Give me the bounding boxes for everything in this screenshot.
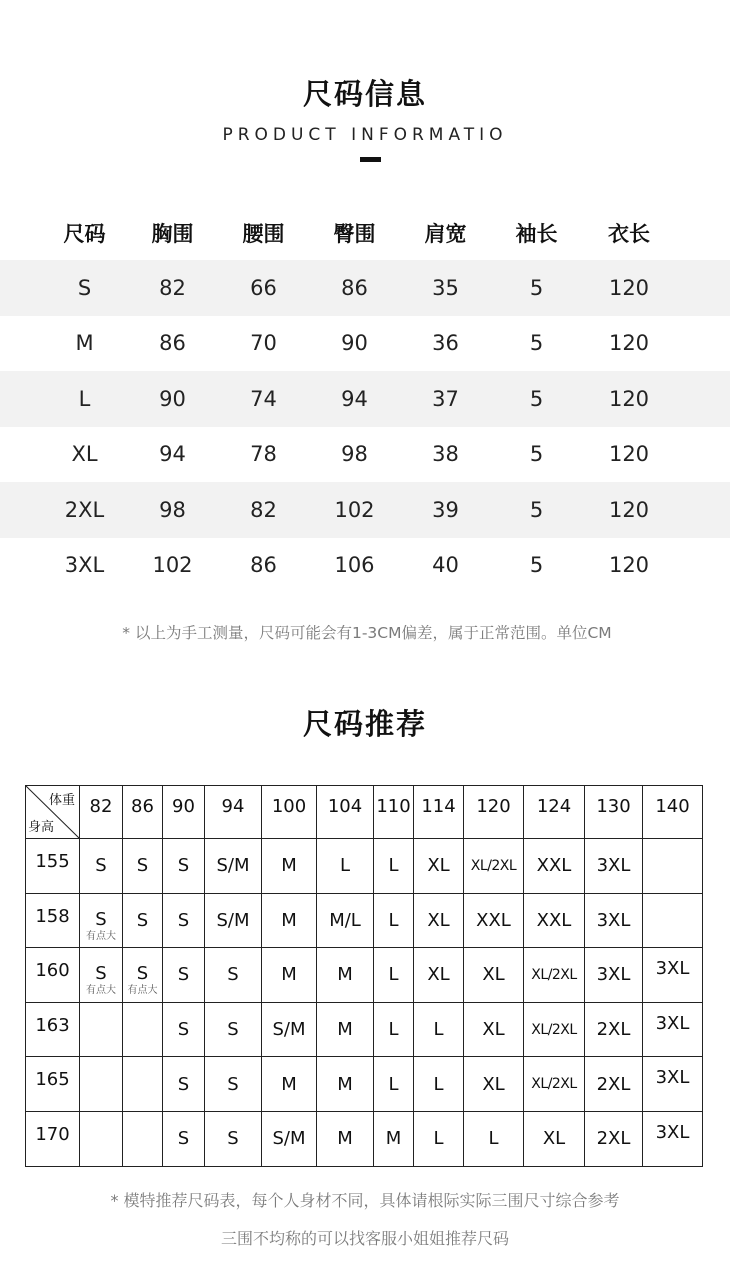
recommend-cell [262,1057,317,1112]
recommend-size: M [337,1128,353,1150]
recommend-cell [585,893,643,948]
recommend-size: L [388,1019,399,1041]
recommend-cell [374,948,414,1003]
recommend-cell [163,1057,205,1112]
weight-header-cell: 120 [464,786,524,839]
recommend-cell [414,948,464,1003]
size-cell: 5 [529,442,544,467]
height-header-cell: 163 [26,1002,80,1057]
corner-cell [26,786,80,839]
recommend-size: S [95,855,107,877]
recommend-cell [163,1002,205,1057]
recommend-cell [524,839,585,894]
recommend-cell [374,1057,414,1112]
recommend-cell [464,893,524,948]
height-header-cell: 170 [26,1111,80,1166]
recommend-cell [524,1111,585,1166]
recommend-size: 2XL [596,1128,631,1150]
size-cell: 98 [159,497,186,522]
recommend-size: M [385,1128,402,1150]
size-cell: L [78,386,91,411]
recommend-cell [464,948,524,1003]
size-subnote: 有点大 [86,930,116,942]
size-cell: 5 [529,497,544,522]
size-cell: 40 [432,553,459,578]
recommend-cell [163,893,205,948]
size-cell: 90 [159,386,186,411]
size-row [0,371,730,427]
size-header-cell: 衣长 [608,221,650,246]
recommend-size: 2XL [596,1019,631,1041]
recommend-cell [643,1002,703,1057]
weight-header-cell: 130 [585,786,643,839]
size-cell: 94 [341,386,368,411]
recommend-size: 3XL [655,1121,690,1143]
size-row [0,538,730,594]
recommend-size: L [339,855,351,877]
recommend-size: M [337,964,353,986]
recommend-cell [374,893,414,948]
weight-header-cell: 114 [414,786,464,839]
size-cell: 90 [341,331,368,356]
recommend-cell [524,1057,585,1112]
recommend-size: M [281,909,297,931]
recommend-size: XL/2XL [531,1076,577,1093]
recommend-cell [524,948,585,1003]
recommend-size: S [177,1019,190,1041]
recommend-size: S [95,963,107,985]
recommend-size: XXL [536,909,572,931]
size-cell: 82 [250,497,277,522]
recommend-size: 3XL [655,1067,690,1089]
size-cell: 120 [608,442,650,467]
weight-header-cell: 104 [317,786,374,839]
recommend-cell [643,893,703,948]
size-cell: 70 [250,331,277,356]
recommend-cell [374,1111,414,1166]
recommend-cell [414,1002,464,1057]
recommend-size: S/M [216,855,250,877]
weight-header-cell: 94 [205,786,262,839]
recommend-cell [80,893,123,948]
size-cell: 3XL [64,553,105,578]
recommend-cell [643,1111,703,1166]
title-divider [360,157,381,162]
recommend-size: S [177,855,190,877]
size-cell: 78 [250,442,277,467]
recommend-size: L [433,1019,444,1041]
size-row [0,260,730,316]
recommend-cell [205,839,262,894]
recommend-size: 3XL [596,964,631,986]
recommend-cell [262,1111,317,1166]
size-cell: 120 [608,553,650,578]
recommend-size: XL/2XL [531,1021,577,1038]
recommend-size: 3XL [655,958,690,980]
recommend-size: S [177,1073,190,1095]
recommend-cell [317,1002,374,1057]
size-recommend-note: * 模特推荐尺码表，每个人身材不同，具体请根际实际三围尺寸综合参考 [110,1191,620,1210]
recommend-size: S [227,1019,239,1041]
size-cell: 120 [608,331,650,356]
recommend-cell [643,948,703,1003]
height-header-cell: 165 [26,1057,80,1112]
recommend-size: L [388,909,399,931]
size-cell: 102 [334,497,375,522]
recommend-cell [262,1002,317,1057]
recommend-row [26,893,703,948]
recommend-size: L [388,855,399,877]
recommend-size: XL [542,1128,566,1150]
size-header-cell: 臀围 [333,221,376,246]
recommend-cell [205,893,262,948]
size-recommend-table [25,785,703,1167]
recommend-cell [464,839,524,894]
size-cell: 2XL [64,497,105,522]
size-cell: 86 [250,553,277,578]
size-header-cell: 胸围 [151,221,194,246]
recommend-size: L [433,1073,444,1095]
recommend-size: S [177,1128,190,1150]
size-table-header [0,205,730,260]
recommend-cell [123,1111,163,1166]
recommend-size: XL [482,1019,505,1041]
size-info-table [0,205,730,593]
recommend-size: L [488,1128,499,1150]
recommend-cell [374,839,414,894]
recommend-cell [374,1002,414,1057]
size-cell: 82 [159,275,186,300]
recommend-cell [585,1111,643,1166]
recommend-cell [80,948,123,1003]
recommend-size: S [136,909,149,931]
recommend-size: S [227,1073,239,1095]
size-cell: 38 [432,442,459,467]
size-cell: 66 [250,275,277,300]
recommend-cell [205,1111,262,1166]
recommend-cell [585,948,643,1003]
recommend-size: 3XL [655,1012,690,1034]
recommend-size: XL [482,1073,505,1095]
size-subnote: 有点大 [86,985,116,997]
recommend-cell [205,948,262,1003]
recommend-size: XXL [476,909,511,931]
size-cell: 120 [608,497,650,522]
recommend-size: S [177,909,190,931]
recommend-cell [585,1002,643,1057]
recommend-cell [464,1057,524,1112]
recommend-cell [262,948,317,1003]
size-cell: 106 [334,553,375,578]
height-header-cell: 155 [26,839,80,894]
recommend-cell [80,1057,123,1112]
recommend-cell [317,1057,374,1112]
size-cell: 86 [159,331,186,356]
recommend-size: S [227,1128,239,1150]
size-cell: 35 [432,275,459,300]
recommend-size: L [433,1128,444,1150]
weight-header-cell: 110 [374,786,414,839]
recommend-cell [585,1057,643,1112]
recommend-row [26,1057,703,1112]
recommend-cell [414,893,464,948]
weight-label: 体重 [48,793,75,808]
recommend-cell [317,948,374,1003]
recommend-cell [123,839,163,894]
size-recommend-note-2: 三围不均称的可以找客服小姐姐推荐尺码 [220,1229,509,1248]
recommend-cell [414,839,464,894]
recommend-size: S [95,908,107,930]
recommend-cell [123,1002,163,1057]
recommend-cell [317,1111,374,1166]
recommend-size: S/M [272,1019,306,1041]
recommend-cell [585,839,643,894]
recommend-cell [123,948,163,1003]
recommend-row [26,839,703,894]
recommend-cell [123,893,163,948]
height-header-cell: 160 [26,948,80,1003]
recommend-cell [205,1002,262,1057]
recommend-row [26,1111,703,1166]
size-row [0,427,730,483]
size-info-title: 尺码信息 [302,77,427,111]
size-header-cell: 腰围 [242,221,285,246]
recommend-row [26,948,703,1003]
size-subnote: 有点大 [127,985,158,997]
recommend-size: XL [427,855,450,877]
size-cell: 102 [152,553,193,578]
recommend-size: M [281,964,297,986]
recommend-cell [163,839,205,894]
recommend-cell [163,1111,205,1166]
recommend-size: M [281,1073,297,1095]
recommend-cell [414,1111,464,1166]
recommend-size: 3XL [596,855,631,877]
weight-header-cell: 124 [524,786,585,839]
size-cell: 120 [608,275,650,300]
recommend-cell [80,839,123,894]
recommend-cell [464,1111,524,1166]
recommend-size: M [337,1073,353,1095]
size-row [0,482,730,538]
recommend-size: 3XL [596,909,631,931]
recommend-cell [414,1057,464,1112]
recommend-size: S/M [216,909,250,931]
weight-header-cell: 90 [163,786,205,839]
size-header-cell: 尺码 [63,221,106,246]
size-cell: 5 [529,275,544,300]
size-cell: S [77,275,92,300]
size-cell: 5 [529,553,544,578]
recommend-cell [317,839,374,894]
recommend-size: XL [482,964,505,986]
recommend-cell [524,893,585,948]
recommend-size: M [281,855,297,877]
recommend-cell [205,1057,262,1112]
size-cell: 37 [432,386,459,411]
size-cell: 36 [432,331,459,356]
recommend-cell [262,893,317,948]
recommend-cell [464,1002,524,1057]
size-cell: M [75,331,94,356]
size-recommend-title: 尺码推荐 [302,707,427,741]
recommend-size: M/L [329,909,361,931]
size-cell: 5 [529,331,544,356]
recommend-cell [524,1002,585,1057]
weight-header-cell: 100 [262,786,317,839]
size-cell: XL [71,442,98,467]
size-header-cell: 袖长 [515,221,558,246]
recommend-cell [163,948,205,1003]
recommend-cell [317,893,374,948]
recommend-size: L [388,1073,399,1095]
height-label: 身高 [28,820,55,835]
size-cell: 98 [341,442,368,467]
size-cell: 94 [159,442,186,467]
recommend-size: S/M [272,1128,306,1150]
size-cell: 86 [341,275,368,300]
recommend-size: S [136,855,149,877]
recommend-cell [262,839,317,894]
recommend-size: XL [427,964,450,986]
recommend-cell [123,1057,163,1112]
recommend-size: XL/2XL [470,857,517,874]
recommend-size: S [227,964,239,986]
size-cell: 39 [432,497,459,522]
recommend-cell [643,839,703,894]
weight-header-cell: 140 [643,786,703,839]
size-info-subtitle: PRODUCT INFORMATIO [222,125,508,145]
size-cell: 120 [608,386,650,411]
height-header-cell: 158 [26,893,80,948]
recommend-size: S [177,964,190,986]
recommend-size: XXL [536,855,572,877]
recommend-size: L [388,964,399,986]
recommend-size: M [337,1019,353,1041]
weight-header-cell: 86 [123,786,163,839]
recommend-size: XL [427,909,450,931]
size-cell: 74 [250,386,277,411]
recommend-size: XL/2XL [531,966,577,983]
recommend-cell [80,1111,123,1166]
recommend-size: S [136,963,149,985]
recommend-row [26,1002,703,1057]
size-header-cell: 肩宽 [424,221,467,246]
size-row [0,316,730,372]
size-cell: 5 [529,386,544,411]
recommend-size: 2XL [596,1073,631,1095]
recommend-cell [643,1057,703,1112]
weight-header-cell: 82 [80,786,123,839]
size-info-note: * 以上为手工测量，尺码可能会有1-3CM偏差，属于正常范围。单位CM [122,624,612,642]
recommend-cell [80,1002,123,1057]
